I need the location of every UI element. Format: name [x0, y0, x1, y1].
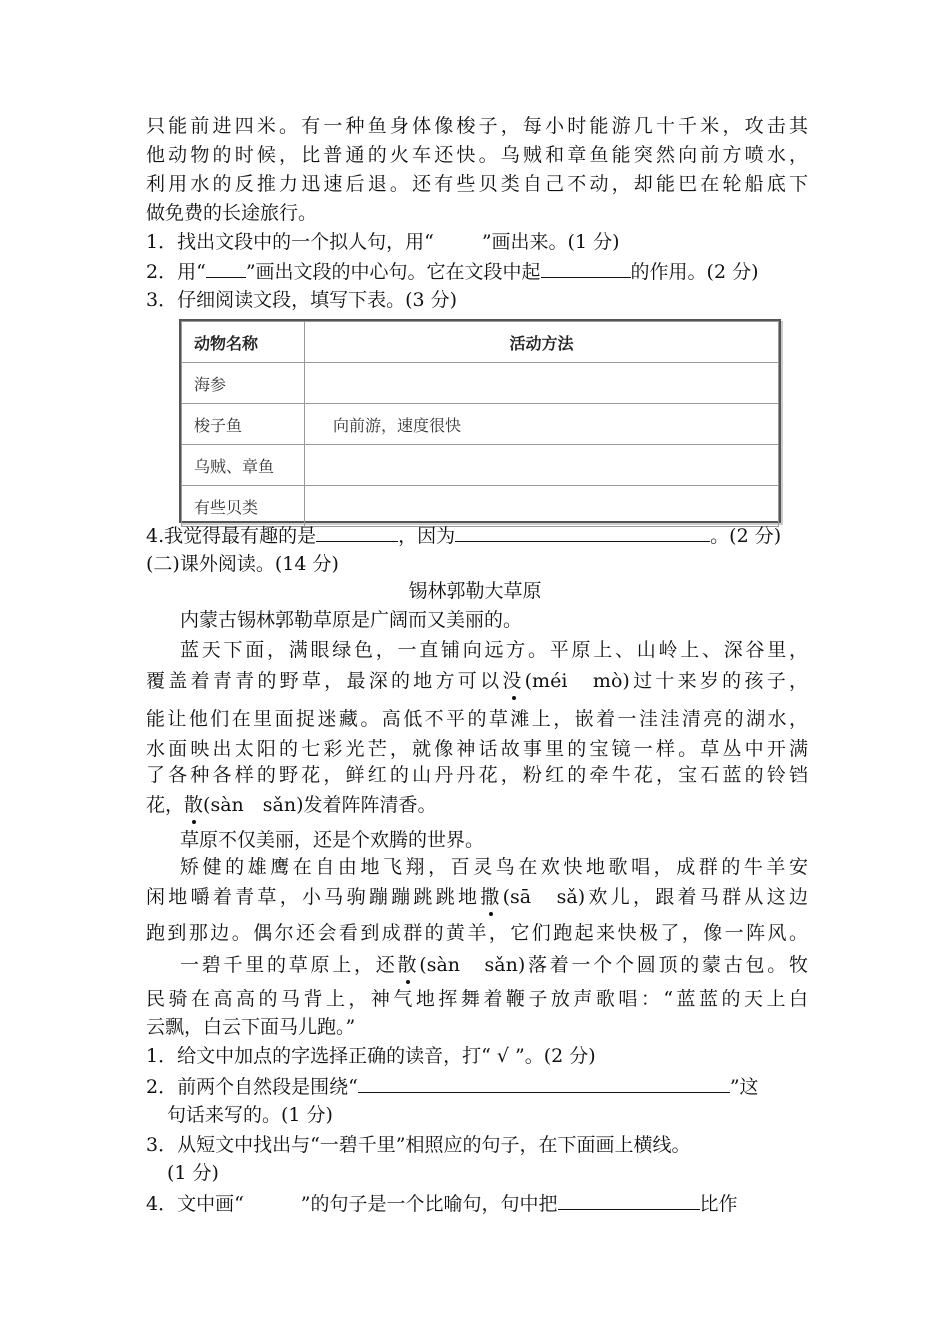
- q1-text-before: 1．找出文段中的一个拟人句，用“: [146, 231, 434, 253]
- question1-2: [146, 257, 808, 286]
- question1-3: 3．仔细阅读文段，填写下表。(3 分): [146, 289, 458, 311]
- passage2-title: 锡林郭勒大草原: [408, 580, 542, 602]
- passage2-p2-line-2: [146, 667, 808, 695]
- section2-heading: (二)课外阅读。(14 分): [146, 553, 339, 575]
- table-cell-animal: 海参: [182, 363, 305, 404]
- question1-1: [146, 228, 808, 256]
- animal-movement-table: [179, 319, 781, 523]
- passage2-p3: 草原不仅美丽，还是个欢腾的世界。: [180, 829, 485, 851]
- q2-4-answer-blank[interactable]: [558, 1189, 700, 1210]
- text-segment: 花，: [146, 794, 185, 816]
- q2-2-answer-blank[interactable]: [358, 1072, 730, 1093]
- q2-answer-blank[interactable]: [541, 257, 631, 278]
- table-header-row: [182, 322, 779, 363]
- passage1-line-4: 做免费的长途旅行。: [146, 202, 318, 224]
- q4-text-mid: ，因为: [398, 525, 456, 547]
- text-segment: 覆盖着青青的野草，最深的地方可以: [146, 670, 503, 692]
- passage2-p1: 内蒙古锡林郭勒草原是广阔而又美丽的。: [180, 609, 523, 631]
- text-segment: 闲地嚼着青草，小马驹蹦蹦跳跳地: [146, 886, 481, 908]
- passage2-p5-line-1: [180, 951, 808, 979]
- table-row: [182, 445, 779, 486]
- question2-2: [146, 1072, 808, 1101]
- dotted-char: 撒: [480, 886, 503, 908]
- text-segment: (sàn sǎn)落着一个个圆顶的蒙古包。牧: [419, 954, 808, 976]
- passage2-p5-line-3: 云飘，白云下面马儿跑。”: [146, 1016, 356, 1038]
- q2-2-text-after: ”这: [729, 1076, 759, 1098]
- passage2-p2-line-3: 能让他们在里面捉迷藏。高低不平的草滩上，嵌着一洼洼清亮的湖水，: [146, 708, 808, 730]
- q2-text-before: 2．用“: [146, 261, 206, 283]
- question2-1: 1．给文中加点的字选择正确的读音，打“ √ ”。(2 分): [146, 1045, 596, 1067]
- passage1-line-2: 他动物的时候，比普通的火车还快。乌贼和章鱼能突然向前方喷水，: [146, 144, 808, 166]
- q4-text-before: 4.我觉得最有趣的是: [146, 525, 317, 547]
- table-row: [182, 363, 779, 404]
- passage2-p2-line-1: 蓝天下面，满眼绿色，一直铺向远方。平原上、山岭上、深谷里，: [180, 639, 808, 661]
- q2-2-text-before: 2．前两个自然段是围绕“: [146, 1076, 358, 1098]
- q4-text-after: 。(2 分): [710, 525, 782, 547]
- question2-3-cont: (1 分): [167, 1162, 219, 1184]
- passage2-p4-line-1: 矫健的雄鹰在自由地飞翔，百灵鸟在欢快地歌唱，成群的牛羊安: [180, 856, 808, 878]
- q4-blank-reason[interactable]: [455, 521, 710, 542]
- passage1-line-1: 只能前进四米。有一种鱼身体像梭子，每小时能游几十千米，攻击其: [146, 115, 808, 137]
- q1-text-after: ”画出来。(1 分): [481, 231, 620, 253]
- passage1-line-3: 利用水的反推力迅速后退。还有些贝类自己不动，却能巴在轮船底下: [146, 173, 808, 195]
- question2-3: 3．从短文中找出与“一碧千里”相照应的句子，在下面画上横线。: [146, 1134, 691, 1156]
- text-segment: (sā sǎ)欢儿，跟着马群从这边: [502, 886, 808, 908]
- table-cell-animal: 乌贼、章鱼: [182, 445, 305, 486]
- table-cell-method[interactable]: [305, 363, 779, 404]
- dotted-char: 没: [502, 670, 525, 692]
- question2-4: [146, 1189, 808, 1218]
- text-segment: (méi mò)过十来岁的孩子，: [524, 670, 808, 692]
- table-header-method: 活动方法: [305, 322, 779, 363]
- table-cell-animal: 梭子鱼: [182, 404, 305, 445]
- table-cell-method: 向前游，速度很快: [305, 404, 779, 445]
- q2-text-after: 的作用。(2 分): [630, 261, 759, 283]
- passage2-p2-line-4: 水面映出太阳的七彩光芒，就像神话故事里的宝镜一样。草丛中开满: [146, 738, 808, 760]
- passage2-p2-line-6: [146, 791, 808, 819]
- passage2-p5-line-2: 民骑在高高的马背上，神气地挥舞着鞭子放声歌唱：“蓝蓝的天上白: [146, 988, 808, 1010]
- q2-underline-sample: [206, 257, 246, 278]
- question2-2-cont: 句话来写的。(1 分): [167, 1104, 333, 1126]
- q2-4-text-after: 比作: [699, 1193, 738, 1215]
- q2-text-mid: ”画出文段的中心句。它在文段中起: [245, 261, 541, 283]
- text-segment: 一碧千里的草原上，还: [180, 954, 398, 976]
- dotted-char: 散: [397, 954, 420, 976]
- q2-4-text-before: 4．文中画“ ”的句子是一个比喻句，句中把: [146, 1193, 558, 1215]
- passage2-p2-line-5: 了各种各样的野花，鲜红的山丹丹花，粉红的牵牛花，宝石蓝的铃铛: [146, 764, 808, 786]
- text-segment: (sàn sǎn)发着阵阵清香。: [203, 794, 437, 816]
- dotted-char: 散: [184, 794, 204, 816]
- passage2-p4-line-2: [146, 883, 808, 911]
- passage2-p4-line-3: 跑到那边。偶尔还会看到成群的黄羊，它们跑起来快极了，像一阵风。: [146, 922, 808, 944]
- question1-4: [146, 521, 808, 550]
- table-row: [182, 404, 779, 445]
- table-cell-method[interactable]: [305, 445, 779, 486]
- table-cell-animal: 有些贝类: [182, 486, 305, 527]
- q4-blank-interesting[interactable]: [316, 521, 398, 542]
- table-header-animal: 动物名称: [182, 322, 305, 363]
